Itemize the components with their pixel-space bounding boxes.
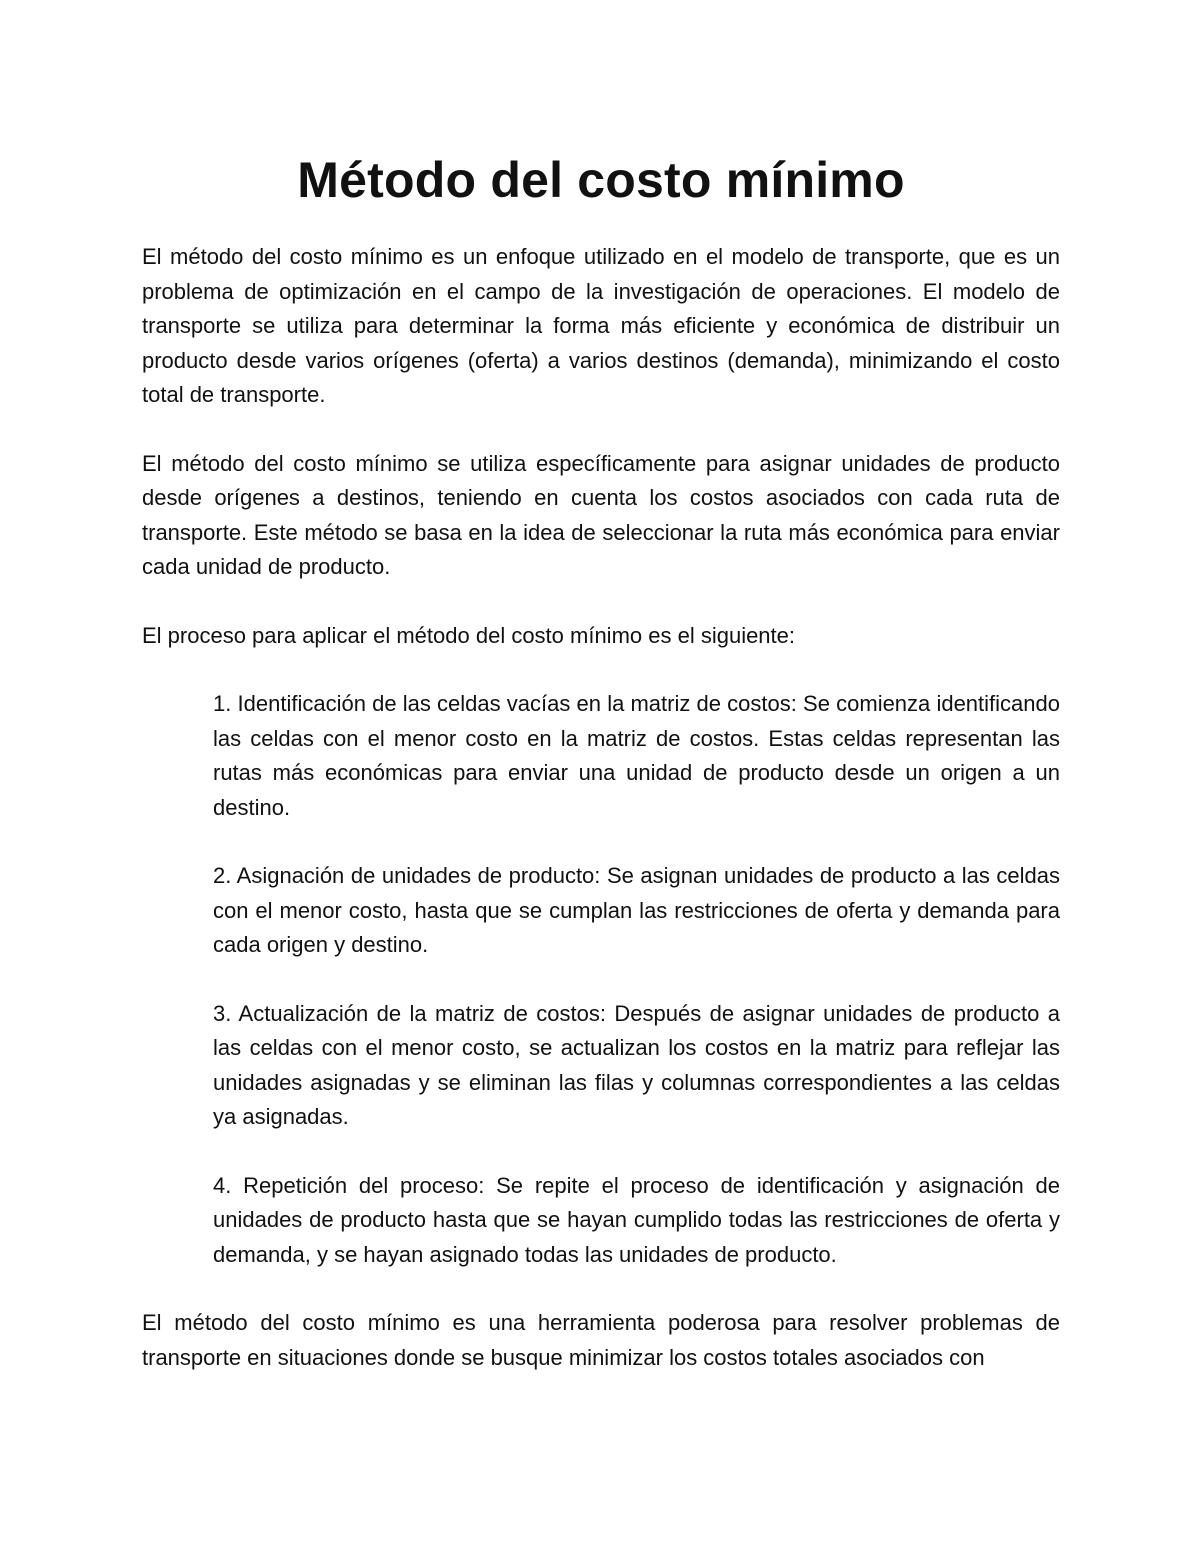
document-page [142, 150, 1060, 1375]
closing-paragraph: El método del costo mínimo es una herramienta poderosa para resolver problemas de transporte en situaciones donde se busque minimizar los costos totales asociados con [142, 1310, 1060, 1370]
list-item [213, 997, 1060, 1135]
steps-list [142, 687, 1060, 1272]
page-title: Método del costo mínimo [297, 152, 905, 208]
list-item [213, 859, 1060, 963]
list-item [213, 1169, 1060, 1273]
list-item [213, 687, 1060, 825]
intro-paragraph: El método del costo mínimo es un enfoque utilizado en el modelo de transporte, que es un problema de optimización en el campo de la investigación de operaciones. El modelo de transporte se utiliza para determinar la forma más eficiente y económica de distribuir un producto desde varios orígenes (oferta) a varios destinos (demanda), minimizando el costo total de transporte. [142, 244, 1060, 407]
process-intro-paragraph: El proceso para aplicar el método del costo mínimo es el siguiente: [142, 622, 796, 648]
method-paragraph: El método del costo mínimo se utiliza específicamente para asignar unidades de producto desde orígenes a destinos, teniendo en cuenta los costos asociados con cada ruta de transporte. Este método se basa en la idea de seleccionar la ruta más económica para enviar cada unidad de producto. [142, 450, 1060, 579]
step-text: 3. Actualización de la matriz de costos: Después de asignar unidades de producto a las celdas con el menor costo, se actualizan los costos en la matriz para reflejar las unidades asignadas y se eliminan las filas y columnas correspondientes a las celdas ya asignadas. [213, 1000, 1060, 1129]
step-text: 4. Repetición del proceso: Se repite el proceso de identificación y asignación de unidades de producto hasta que se hayan cumplido todas las restricciones de oferta y demanda, y se hayan asignado todas las unidades de producto. [213, 1172, 1060, 1267]
step-text: 2. Asignación de unidades de producto: Se asignan unidades de producto a las celdas con el menor costo, hasta que se cumplan las restricciones de oferta y demanda para cada origen y destino. [213, 863, 1060, 957]
step-text: 1. Identificación de las celdas vacías en la matriz de costos: Se comienza identificando las celdas con el menor costo en la matriz de costos. Estas celdas representan las rutas más económicas para enviar una unidad de producto desde un origen a un destino. [213, 691, 1060, 820]
